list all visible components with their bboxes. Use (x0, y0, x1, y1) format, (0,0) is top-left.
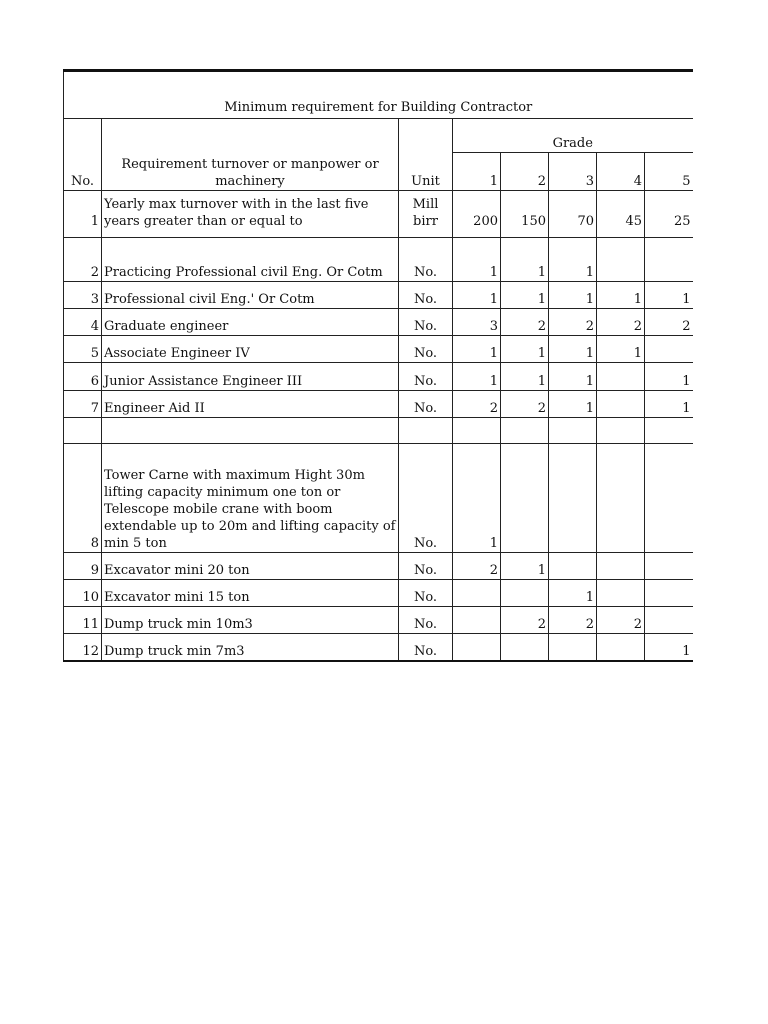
row-requirement: Excavator mini 20 ton (102, 553, 399, 580)
row-grade-5: 25 (645, 191, 693, 238)
row-grade-3: 2 (549, 309, 597, 336)
row-grade-2 (501, 634, 549, 661)
row-grade-5 (645, 580, 693, 607)
row-grade-4: 1 (597, 282, 645, 309)
row-grade-3: 2 (549, 607, 597, 634)
row-grade-3 (549, 634, 597, 661)
row-no: 2 (64, 238, 102, 282)
row-grade-2: 150 (501, 191, 549, 238)
row-unit: No. (399, 336, 453, 363)
row-no: 1 (64, 191, 102, 238)
row-no: 9 (64, 553, 102, 580)
header-grade-4: 4 (597, 153, 645, 191)
row-requirement: Engineer Aid II (102, 391, 399, 418)
table-row (64, 607, 693, 634)
row-unit: No. (399, 580, 453, 607)
table-row (64, 444, 693, 553)
row-no: 8 (64, 444, 102, 553)
row-unit: No. (399, 607, 453, 634)
row-grade-2: 1 (501, 282, 549, 309)
row-grade-4 (597, 553, 645, 580)
row-grade-4 (597, 363, 645, 391)
row-grade-4 (597, 238, 645, 282)
row-grade-5 (645, 418, 693, 444)
title-row (64, 71, 693, 119)
row-grade-1: 1 (453, 336, 501, 363)
header-grade-3: 3 (549, 153, 597, 191)
row-no (64, 418, 102, 444)
row-no: 4 (64, 309, 102, 336)
row-grade-2: 1 (501, 363, 549, 391)
row-grade-3 (549, 418, 597, 444)
row-grade-5: 1 (645, 282, 693, 309)
row-grade-5: 1 (645, 391, 693, 418)
row-grade-1: 1 (453, 238, 501, 282)
table-title: Minimum requirement for Building Contractor (64, 71, 693, 119)
row-requirement: Associate Engineer IV (102, 336, 399, 363)
row-no: 6 (64, 363, 102, 391)
row-requirement: Practicing Professional civil Eng. Or Cotm (102, 238, 399, 282)
row-grade-4 (597, 418, 645, 444)
row-grade-5 (645, 444, 693, 553)
table-row (64, 238, 693, 282)
row-grade-1: 200 (453, 191, 501, 238)
row-requirement (102, 418, 399, 444)
row-no: 10 (64, 580, 102, 607)
row-grade-2 (501, 580, 549, 607)
row-grade-5: 1 (645, 634, 693, 661)
row-unit: No. (399, 309, 453, 336)
row-no: 3 (64, 282, 102, 309)
table-row (64, 336, 693, 363)
table-row (64, 553, 693, 580)
row-grade-5 (645, 336, 693, 363)
row-grade-4: 1 (597, 336, 645, 363)
row-grade-4 (597, 634, 645, 661)
row-grade-2 (501, 444, 549, 553)
table-row (64, 391, 693, 418)
table-row (64, 309, 693, 336)
row-grade-2: 1 (501, 336, 549, 363)
row-unit: No. (399, 444, 453, 553)
row-unit: No. (399, 391, 453, 418)
row-grade-3: 1 (549, 580, 597, 607)
header-grade-1: 1 (453, 153, 501, 191)
row-requirement: Junior Assistance Engineer III (102, 363, 399, 391)
row-requirement: Tower Carne with maximum Hight 30m lifting capacity minimum one ton or Telescope mobile crane with boom extendable up to 20m and lifting capacity of min 5 ton (102, 444, 399, 553)
row-grade-5: 1 (645, 363, 693, 391)
header-grade-5: 5 (645, 153, 693, 191)
row-grade-3: 1 (549, 282, 597, 309)
row-no: 12 (64, 634, 102, 661)
row-grade-3 (549, 444, 597, 553)
row-grade-4 (597, 444, 645, 553)
row-grade-2: 2 (501, 607, 549, 634)
row-unit (399, 418, 453, 444)
row-grade-3: 70 (549, 191, 597, 238)
row-grade-4: 2 (597, 309, 645, 336)
row-grade-1 (453, 418, 501, 444)
row-unit: Mill birr (399, 191, 453, 238)
row-unit: No. (399, 282, 453, 309)
row-grade-1: 1 (453, 444, 501, 553)
row-grade-3 (549, 553, 597, 580)
row-grade-4: 2 (597, 607, 645, 634)
row-grade-5 (645, 607, 693, 634)
spreadsheet-sheet (63, 69, 692, 662)
header-grade: Grade (453, 119, 693, 153)
row-grade-4 (597, 580, 645, 607)
table-row-empty (64, 418, 693, 444)
row-grade-5 (645, 238, 693, 282)
row-grade-4 (597, 391, 645, 418)
row-grade-2: 2 (501, 391, 549, 418)
row-grade-1: 1 (453, 363, 501, 391)
row-unit: No. (399, 363, 453, 391)
row-grade-5 (645, 553, 693, 580)
row-no: 11 (64, 607, 102, 634)
row-grade-1 (453, 580, 501, 607)
table-row (64, 191, 693, 238)
row-grade-1: 3 (453, 309, 501, 336)
row-grade-2: 1 (501, 553, 549, 580)
header-requirement: Requirement turnover or manpower or machinery (102, 119, 399, 191)
row-grade-3: 1 (549, 238, 597, 282)
row-requirement: Graduate engineer (102, 309, 399, 336)
header-grade-2: 2 (501, 153, 549, 191)
requirements-table (63, 69, 693, 662)
row-grade-3: 1 (549, 363, 597, 391)
header-unit: Unit (399, 119, 453, 191)
table-row (64, 634, 693, 661)
table-row (64, 580, 693, 607)
row-grade-1: 1 (453, 282, 501, 309)
row-grade-2: 2 (501, 309, 549, 336)
row-grade-3: 1 (549, 391, 597, 418)
header-no: No. (64, 119, 102, 191)
row-grade-1: 2 (453, 553, 501, 580)
table-row (64, 282, 693, 309)
row-grade-2 (501, 418, 549, 444)
row-requirement: Professional civil Eng.' Or Cotm (102, 282, 399, 309)
row-grade-1 (453, 634, 501, 661)
row-no: 5 (64, 336, 102, 363)
row-grade-1: 2 (453, 391, 501, 418)
row-unit: No. (399, 634, 453, 661)
header-row-grade (64, 119, 693, 153)
row-requirement: Dump truck min 7m3 (102, 634, 399, 661)
row-requirement: Excavator mini 15 ton (102, 580, 399, 607)
row-no: 7 (64, 391, 102, 418)
row-grade-3: 1 (549, 336, 597, 363)
row-unit: No. (399, 238, 453, 282)
row-grade-4: 45 (597, 191, 645, 238)
row-requirement: Dump truck min 10m3 (102, 607, 399, 634)
row-requirement: Yearly max turnover with in the last five years greater than or equal to (102, 191, 399, 238)
row-grade-1 (453, 607, 501, 634)
row-grade-2: 1 (501, 238, 549, 282)
row-grade-5: 2 (645, 309, 693, 336)
table-row (64, 363, 693, 391)
row-unit: No. (399, 553, 453, 580)
